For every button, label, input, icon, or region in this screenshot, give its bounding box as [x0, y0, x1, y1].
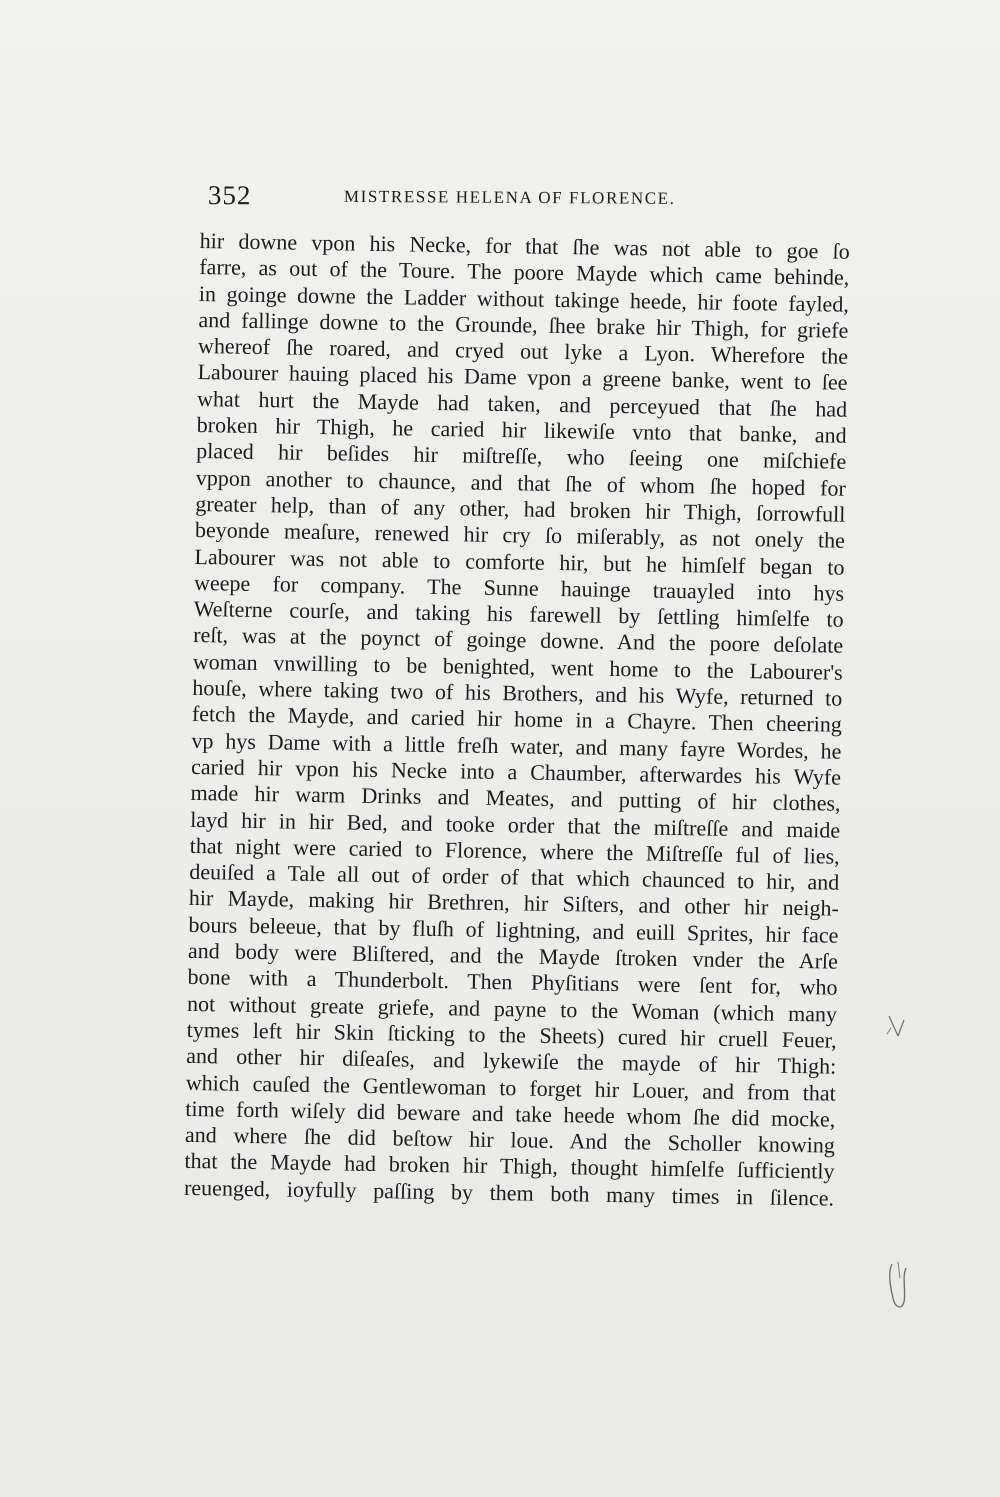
text-line: houſe, where taking two of his Brothers, and his Wyfe, returned to: [192, 674, 843, 711]
text-line: hir Mayde, making hir Brethren, hir Siſters, and other hir neigh-: [188, 885, 840, 922]
text-line: time forth wiſely did beware and take heede whom ſhe did mocke,: [185, 1095, 836, 1132]
margin-pencil-mark: [884, 1258, 914, 1314]
text-line: that the Mayde had broken hir Thigh, thought himſelfe ſufficiently: [184, 1148, 835, 1185]
text-line: vp hys Dame with a little freſh water, and many fayre Wordes, he: [191, 727, 842, 764]
text-line: reuenged, ioyfully paſſing by them both many times in ſilence.: [183, 1174, 835, 1211]
text-line: deuiſed a Tale all out of order of that which chaunced to hir, and: [189, 859, 840, 895]
text-line: and where ſhe did beſtow hir loue. And the Scholler knowing: [184, 1121, 836, 1158]
text-line: hir downe vpon his Necke, for that ſhe was not able to goe ſo: [199, 228, 850, 264]
text-line: farre, as out of the Toure. The poore Mayde which came behinde,: [199, 254, 850, 291]
text-line: in goinge downe the Ladder without takinge heede, hir foote fayled,: [198, 280, 850, 317]
text-line: and other hir diſeaſes, and lykewiſe the mayde of hir Thigh:: [186, 1043, 837, 1079]
text-line: broken hir Thigh, he caried hir likewiſe vnto that banke, and: [196, 412, 847, 448]
text-line: bone with a Thunderbolt. Then Phyſitians were ſent for, who: [187, 964, 838, 1000]
text-line: made hir warm Drinks and Meates, and putting of hir clothes,: [190, 780, 841, 816]
text-line: not without greate griefe, and payne to the Woman (which many: [186, 990, 838, 1027]
page-header: [208, 180, 728, 219]
text-line: bours beleeue, that by fluſh of lightning, and euill Sprites, hir face: [188, 911, 839, 948]
text-line: and fallinge downe to the Grounde, ſhee brake hir Thigh, for griefe: [198, 306, 849, 343]
text-line: placed hir beſides hir miſtreſſe, who ſeeing one miſchiefe: [196, 438, 847, 475]
page-number: 352: [207, 180, 252, 211]
text-line: weepe for company. The Sunne hauinge trauayled into hys: [193, 569, 845, 606]
text-line: woman vnwilling to be benighted, went home to the Labourer's: [192, 648, 843, 685]
text-line: fetch the Mayde, and caried hir home in a Chayre. Then cheering: [191, 701, 843, 738]
text-line: reſt, was at the poynct of goinge downe. And the poore deſolate: [193, 622, 844, 659]
text-line: beyonde meaſure, renewed hir cry ſo miſerably, as not onely the: [194, 517, 846, 553]
running-head: MISTRESSE HELENA OF FLORENCE.: [343, 186, 676, 208]
text-line: what hurt the Mayde had taken, and perceyued that ſhe had: [196, 385, 848, 422]
text-line: that night were caried to Florence, where the Miſtreſſe ful of lies,: [189, 832, 840, 869]
text-line: and body were Bliſtered, and the Mayde ſtroken vnder the Arſe: [187, 937, 839, 974]
text-line: caried hir vpon his Necke into a Chaumber, afterwardes his Wyfe: [190, 753, 842, 790]
body-text: [184, 228, 850, 1212]
text-line: which cauſed the Gentlewoman to forget hir Louer, and from that: [185, 1069, 836, 1106]
text-line: Labourer was not able to comforte hir, but he himſelf began to: [194, 543, 845, 580]
margin-pencil-mark: [886, 1012, 908, 1042]
text-line: vppon another to chaunce, and that ſhe of whom ſhe hoped for: [195, 464, 846, 501]
text-line: greater help, than of any other, had broken hir Thigh, ſorrowfull: [195, 490, 846, 527]
text-line: tymes left hir Skin ſticking to the Sheets) cured hir cruell Feuer,: [186, 1016, 837, 1053]
text-line: Labourer hauing placed his Dame vpon a greene banke, went to ſee: [197, 359, 848, 396]
text-line: Weſterne courſe, and taking his farewell by ſettling himſelfe to: [193, 596, 844, 632]
text-line: whereof ſhe roared, and cryed out lyke a Lyon. Wherefore the: [197, 333, 849, 369]
text-line: layd hir in hir Bed, and tooke order that the miſtreſſe and maide: [189, 806, 841, 843]
